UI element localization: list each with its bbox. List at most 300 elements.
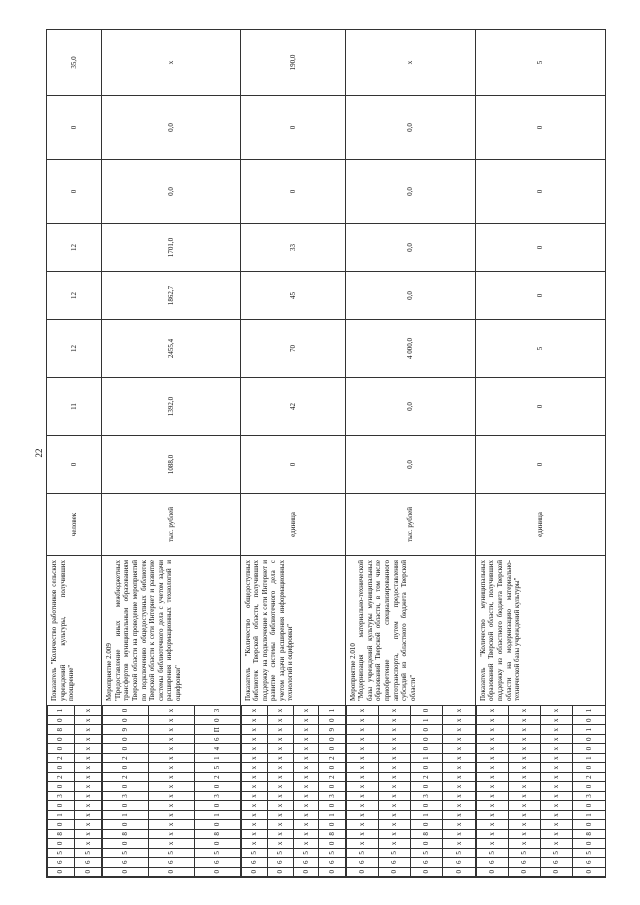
code-digit: x (509, 753, 541, 762)
code-digit: 0 (48, 716, 75, 725)
code-digit: 1 (573, 753, 605, 762)
code-digit: x (443, 744, 475, 753)
code-digit: x (74, 772, 101, 781)
code-digit: 8 (48, 725, 75, 734)
code-digit: x (346, 706, 378, 716)
code-digit: x (541, 820, 573, 829)
budget-code-line (194, 706, 240, 877)
code-digit: x (541, 734, 573, 743)
code-digit: 5 (48, 848, 75, 857)
code-digit: 6 (74, 858, 101, 867)
code-digit: x (74, 839, 101, 848)
code-digit: x (149, 716, 195, 725)
code-digit: 8 (411, 829, 443, 838)
code-digit: x (476, 716, 508, 725)
code-digit: x (379, 829, 411, 838)
code-digit: 6 (379, 858, 411, 867)
code-digit: 1 (194, 810, 240, 819)
code-digit: x (509, 820, 541, 829)
code-digit: x (149, 820, 195, 829)
value-cell: 45 (240, 272, 345, 320)
code-digit: x (74, 820, 101, 829)
code-digit: 0 (573, 820, 605, 829)
code-digit: 8 (48, 829, 75, 838)
code-digit: x (443, 839, 475, 848)
budget-code-line (411, 706, 443, 877)
value-cell: 0,0 (345, 378, 475, 436)
code-digit: x (74, 810, 101, 819)
budget-code-line (319, 706, 345, 877)
code-digit: x (241, 744, 267, 753)
unit-cell: тыс. рублей (102, 494, 240, 556)
code-digit: 5 (267, 848, 293, 857)
code-digit: 6 (194, 734, 240, 743)
code-digit: x (541, 753, 573, 762)
value-cell: 12 (47, 272, 102, 320)
code-digit: 0 (194, 801, 240, 810)
code-digit: 0 (194, 867, 240, 876)
code-digit: 5 (103, 848, 149, 857)
code-digit: 2 (194, 772, 240, 781)
code-digit: x (443, 829, 475, 838)
value-cell: 0 (475, 378, 605, 436)
value-cell: x (345, 30, 475, 96)
budget-code-line (379, 706, 411, 877)
value-cell: 0,0 (345, 224, 475, 272)
code-digit: x (74, 801, 101, 810)
code-digit: x (443, 763, 475, 772)
code-digit: x (241, 791, 267, 800)
code-digit: 0 (573, 716, 605, 725)
code-digit: x (149, 734, 195, 743)
code-digit: 4 (194, 744, 240, 753)
code-digit: 0 (319, 782, 345, 791)
code-digit: x (509, 810, 541, 819)
table-row (240, 30, 345, 878)
code-digit: 0 (319, 744, 345, 753)
unit-cell: тыс. рублей (345, 494, 475, 556)
code-digit: x (541, 801, 573, 810)
code-digit: x (541, 706, 573, 716)
code-digit: 0 (267, 867, 293, 876)
measure-number: Мероприятие 2.009 (105, 643, 114, 701)
code-digit: x (149, 791, 195, 800)
code-digit: x (476, 839, 508, 848)
code-digit: 6 (476, 858, 508, 867)
code-digit: x (346, 839, 378, 848)
code-digit: 3 (319, 791, 345, 800)
code-digit: 0 (48, 820, 75, 829)
code-digit: x (149, 829, 195, 838)
value-cell: 0,0 (345, 160, 475, 224)
code-digit: 6 (443, 858, 475, 867)
value-cell: 0 (47, 436, 102, 494)
code-digit: x (149, 772, 195, 781)
code-digit: x (346, 725, 378, 734)
code-digit: 1 (48, 706, 75, 716)
code-digit: 9 (103, 725, 149, 734)
code-digit: 0 (573, 839, 605, 848)
description-text: Показатель "Количество муниципальных образований Тверской области, получивших поддержку из областного бюджета Тверской области на модернизацию материально-технической базы учреждений культуры" (478, 560, 522, 701)
code-digit: 1 (411, 810, 443, 819)
code-digit: x (476, 782, 508, 791)
code-digit: 6 (319, 858, 345, 867)
value-cell: 0,0 (102, 96, 240, 160)
code-digit: x (74, 791, 101, 800)
code-digit: x (509, 791, 541, 800)
code-digit: x (74, 763, 101, 772)
code-digit: x (241, 706, 267, 716)
value-cell: 0,0 (345, 96, 475, 160)
code-digit: 5 (293, 848, 319, 857)
code-digit: x (293, 810, 319, 819)
code-digit: x (443, 782, 475, 791)
value-cell: 0,0 (345, 272, 475, 320)
table-row (102, 30, 240, 878)
code-digit: x (443, 753, 475, 762)
description-text: "Предоставление иных межбюджетных трансфертов муниципальным образованиям Тверской области на проведение мероприятий по подключению общедоступных библиотек Тверской области к сети Интернет и развитие системы библиотечного дела с учетом задачи расширения информационных технологий и оцифровки" (113, 560, 182, 701)
code-digit: 6 (411, 858, 443, 867)
code-digit: x (476, 763, 508, 772)
code-digit: x (379, 716, 411, 725)
code-digit: x (149, 763, 195, 772)
unit-cell: единица (240, 494, 345, 556)
code-digit: x (74, 716, 101, 725)
code-digit: x (293, 791, 319, 800)
code-digit: 6 (346, 858, 378, 867)
code-digit: x (149, 706, 195, 716)
code-digit: x (509, 782, 541, 791)
code-digit: x (293, 706, 319, 716)
code-digit: x (267, 772, 293, 781)
code-digit: 0 (103, 734, 149, 743)
code-digit: 5 (194, 848, 240, 857)
code-digit: 8 (573, 829, 605, 838)
code-digit: x (541, 839, 573, 848)
code-digit: 0 (319, 801, 345, 810)
code-digit: 3 (194, 706, 240, 716)
code-digit: 8 (194, 829, 240, 838)
code-digit: x (267, 820, 293, 829)
budget-code-line (74, 706, 101, 877)
value-cell: 0 (475, 436, 605, 494)
code-digit: x (293, 772, 319, 781)
code-digit: x (267, 706, 293, 716)
code-digit: 0 (411, 820, 443, 829)
value-cell: 11 (47, 378, 102, 436)
code-digit: x (379, 753, 411, 762)
code-digit: 0 (443, 867, 475, 876)
code-digit: 0 (411, 763, 443, 772)
code-digit: x (476, 744, 508, 753)
code-digit: 0 (476, 867, 508, 876)
code-digit: 0 (103, 716, 149, 725)
code-digit: 3 (411, 791, 443, 800)
budget-code-line (48, 706, 75, 877)
code-digit: x (241, 725, 267, 734)
code-digit: x (241, 810, 267, 819)
code-digit: 0 (541, 867, 573, 876)
value-cell: 12 (47, 320, 102, 378)
code-digit: 1 (319, 810, 345, 819)
code-digit: x (293, 725, 319, 734)
code-digit: 5 (509, 848, 541, 857)
code-digit: x (476, 753, 508, 762)
code-digit: 2 (319, 772, 345, 781)
code-digit: x (509, 839, 541, 848)
value-cell: 0 (240, 160, 345, 224)
value-cell: 0,0 (102, 160, 240, 224)
code-digit: x (379, 744, 411, 753)
code-digit: x (293, 734, 319, 743)
value-cell: 5 (475, 320, 605, 378)
budget-code-line (541, 706, 573, 877)
budget-code-grid (102, 706, 239, 877)
value-cell: 0 (240, 436, 345, 494)
value-cell: 1701,0 (102, 224, 240, 272)
code-digit: 0 (573, 782, 605, 791)
code-digit: 6 (194, 858, 240, 867)
code-digit: 0 (411, 706, 443, 716)
code-digit: 0 (319, 867, 345, 876)
budget-code-line (346, 706, 378, 877)
code-digit: x (476, 820, 508, 829)
code-digit: x (267, 744, 293, 753)
code-digit: 0 (194, 782, 240, 791)
code-digit: x (443, 801, 475, 810)
code-digit: x (149, 725, 195, 734)
code-digit: x (541, 725, 573, 734)
value-cell: 2455,4 (102, 320, 240, 378)
code-digit: x (241, 753, 267, 762)
code-digit: x (241, 782, 267, 791)
code-digit: x (293, 763, 319, 772)
value-cell: 1392,0 (102, 378, 240, 436)
budget-code-grid (346, 706, 475, 877)
code-digit: 6 (541, 858, 573, 867)
code-digit: 1 (573, 725, 605, 734)
code-digit: x (267, 801, 293, 810)
code-digit: x (509, 829, 541, 838)
code-digit: x (149, 810, 195, 819)
value-cell: 0 (240, 96, 345, 160)
code-digit: 6 (573, 858, 605, 867)
code-digit: 0 (411, 725, 443, 734)
code-digit: 6 (48, 858, 75, 867)
code-digit: x (509, 706, 541, 716)
code-digit: x (443, 772, 475, 781)
code-digit: 2 (48, 772, 75, 781)
code-digit: 5 (573, 848, 605, 857)
code-digit: x (293, 801, 319, 810)
budget-code-cell (47, 706, 102, 878)
code-digit: x (149, 753, 195, 762)
code-digit: x (541, 772, 573, 781)
budget-code-line (573, 706, 605, 877)
value-cell: 42 (240, 378, 345, 436)
code-digit: x (293, 716, 319, 725)
code-digit: x (509, 725, 541, 734)
budget-code-cell (345, 706, 475, 878)
code-digit: 5 (443, 848, 475, 857)
code-digit: x (241, 763, 267, 772)
description-text: Показатель "Количество общедоступных библиотек Тверской области, получивших поддержку на подключение к сети Интернет и развитие системы библиотечного дела с учетом задачи расширения информационных технологий и оцифровки" (243, 560, 295, 701)
code-digit: 2 (573, 772, 605, 781)
code-digit: x (379, 810, 411, 819)
code-digit: 0 (573, 867, 605, 876)
code-digit: 1 (48, 810, 75, 819)
code-digit: x (346, 782, 378, 791)
value-cell: 4 000,0 (345, 320, 475, 378)
code-digit: x (541, 810, 573, 819)
code-digit: 5 (194, 763, 240, 772)
code-digit: x (74, 753, 101, 762)
budget-code-cell (475, 706, 605, 878)
code-digit: 1 (194, 753, 240, 762)
code-digit: x (509, 772, 541, 781)
code-digit: x (476, 734, 508, 743)
code-digit: 0 (379, 867, 411, 876)
code-digit: x (379, 763, 411, 772)
budget-code-line (103, 706, 149, 877)
code-digit: x (476, 801, 508, 810)
value-cell: 35,0 (47, 30, 102, 96)
code-digit: x (476, 810, 508, 819)
code-digit: 0 (346, 867, 378, 876)
code-digit: 1 (319, 706, 345, 716)
code-digit: 0 (48, 867, 75, 876)
code-digit: 0 (48, 763, 75, 772)
code-digit: 2 (103, 753, 149, 762)
code-digit: 0 (411, 734, 443, 743)
code-digit: x (267, 791, 293, 800)
code-digit: x (443, 820, 475, 829)
code-digit: 9 (319, 725, 345, 734)
code-digit: x (541, 763, 573, 772)
indicator-description (475, 556, 605, 706)
code-digit: x (149, 801, 195, 810)
indicator-description (345, 556, 475, 706)
code-digit: x (509, 734, 541, 743)
budget-code-line (149, 706, 195, 877)
code-digit: x (509, 744, 541, 753)
code-digit: 1 (103, 810, 149, 819)
code-digit: 0 (48, 801, 75, 810)
code-digit: x (267, 734, 293, 743)
code-digit: 0 (103, 706, 149, 716)
code-digit: x (346, 829, 378, 838)
value-cell: 0 (475, 160, 605, 224)
code-digit: x (346, 801, 378, 810)
code-digit: x (346, 744, 378, 753)
measure-number: Мероприятие 2.010 (348, 643, 357, 701)
budget-code-line (476, 706, 508, 877)
code-digit: x (241, 829, 267, 838)
code-digit: 0 (509, 867, 541, 876)
code-digit: x (74, 829, 101, 838)
code-digit: 0 (411, 867, 443, 876)
code-digit: 0 (103, 867, 149, 876)
value-cell: 0 (475, 224, 605, 272)
value-cell: 12 (47, 224, 102, 272)
code-digit: 2 (319, 753, 345, 762)
code-digit: x (241, 716, 267, 725)
code-digit: 5 (411, 848, 443, 857)
code-digit: 2 (411, 772, 443, 781)
code-digit: 2 (48, 753, 75, 762)
code-digit: 0 (103, 782, 149, 791)
budget-code-cell (102, 706, 240, 878)
code-digit: 5 (541, 848, 573, 857)
value-cell: 5 (475, 30, 605, 96)
code-digit: 0 (411, 839, 443, 848)
code-digit: 5 (74, 848, 101, 857)
table-row (47, 30, 102, 878)
code-digit: 6 (509, 858, 541, 867)
code-digit: 0 (293, 867, 319, 876)
code-digit: x (74, 744, 101, 753)
code-digit: x (346, 753, 378, 762)
code-digit: 0 (411, 744, 443, 753)
value-cell: 70 (240, 320, 345, 378)
budget-code-grid (241, 706, 345, 877)
code-digit: x (267, 725, 293, 734)
code-digit: x (293, 782, 319, 791)
code-digit: x (379, 725, 411, 734)
code-digit: 1 (411, 716, 443, 725)
budget-code-line (267, 706, 293, 877)
code-digit: 0 (103, 820, 149, 829)
code-digit: x (509, 763, 541, 772)
code-digit: 0 (319, 716, 345, 725)
code-digit: 0 (241, 867, 267, 876)
code-digit: x (379, 791, 411, 800)
code-digit: 0 (194, 716, 240, 725)
code-digit: 5 (476, 848, 508, 857)
code-digit: x (267, 753, 293, 762)
code-digit: 3 (573, 791, 605, 800)
code-digit: 0 (319, 839, 345, 848)
code-digit: 8 (319, 829, 345, 838)
code-digit: 0 (411, 801, 443, 810)
code-digit: x (149, 744, 195, 753)
unit-cell: человек (47, 494, 102, 556)
code-digit: x (241, 734, 267, 743)
code-digit: x (379, 772, 411, 781)
code-digit: 1 (411, 753, 443, 762)
code-digit: x (74, 734, 101, 743)
budget-code-line (241, 706, 267, 877)
code-digit: 0 (48, 734, 75, 743)
budget-code-cell (240, 706, 345, 878)
code-digit: x (476, 772, 508, 781)
code-digit: 5 (319, 848, 345, 857)
description-text: Показатель "Количество работников сельских учреждений культуры, получивших поощрение" (50, 560, 76, 701)
code-digit: x (74, 706, 101, 716)
code-digit: x (241, 839, 267, 848)
code-digit: x (241, 801, 267, 810)
value-cell: 0 (47, 96, 102, 160)
code-digit: x (379, 734, 411, 743)
code-digit: x (443, 716, 475, 725)
indicator-description (47, 556, 102, 706)
code-digit: x (267, 782, 293, 791)
code-digit: 3 (103, 791, 149, 800)
code-digit: 0 (103, 801, 149, 810)
code-digit: 0 (194, 820, 240, 829)
code-digit: x (346, 820, 378, 829)
page-number: 22 (34, 448, 44, 458)
